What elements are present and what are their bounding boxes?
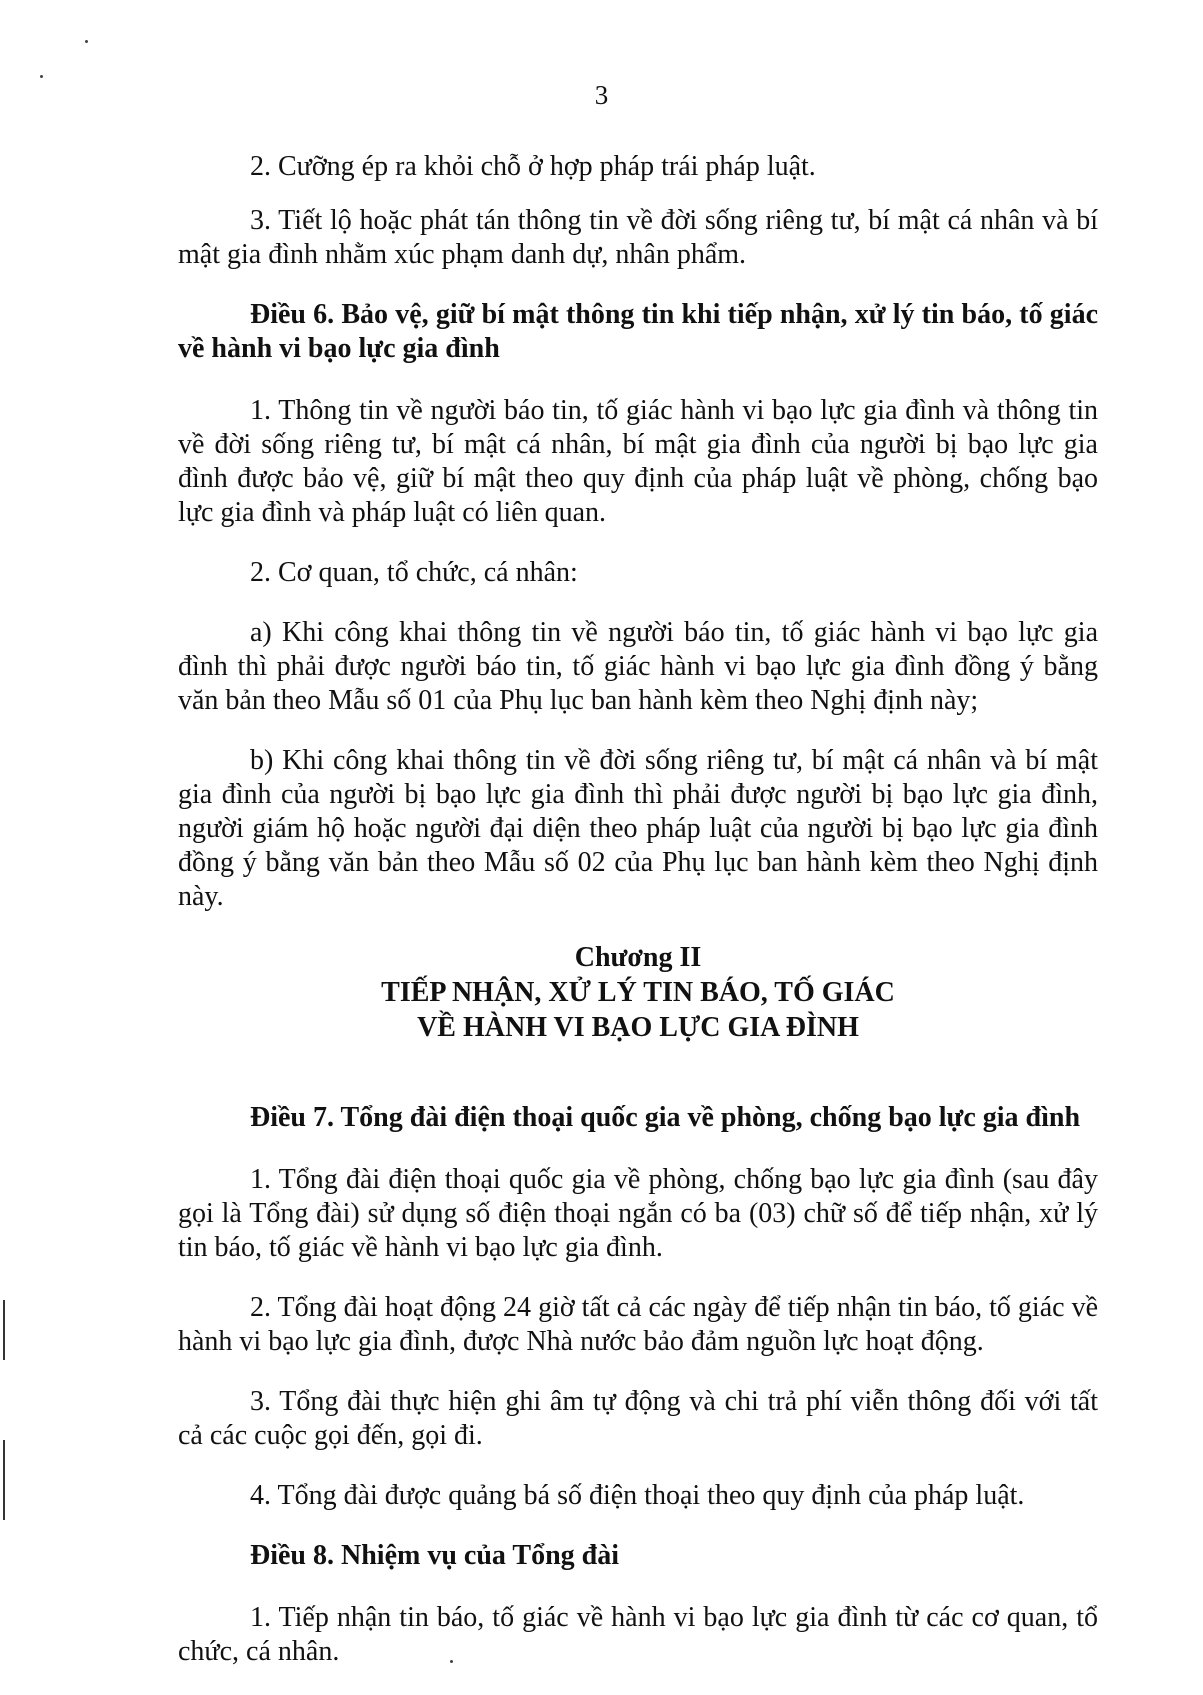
article-7-clause-4: 4. Tổng đài được quảng bá số điện thoại theo quy định của pháp luật.	[250, 1480, 1025, 1511]
chapter-title-line-2: VỀ HÀNH VI BẠO LỰC GIA ĐÌNH	[417, 1012, 859, 1043]
chapter-label: Chương II	[574, 942, 702, 973]
chapter-title-line-1: TIẾP NHẬN, XỬ LÝ TIN BÁO, TỐ GIÁC	[381, 977, 895, 1008]
article-7-heading: Điều 7. Tổng đài điện thoại quốc gia về phòng, chống bạo lực gia đình	[250, 1102, 1081, 1133]
scan-margin-line	[3, 1300, 5, 1360]
article-7-clause-3: 3. Tổng đài thực hiện ghi âm tự động và chi trả phí viễn thông đối với tất cả các cuộc gọi đến, gọi đi.	[178, 1386, 1098, 1451]
scan-speck	[85, 40, 88, 43]
page-number: 3	[594, 80, 609, 110]
scan-speck	[40, 75, 43, 78]
article-8-clause-1: 1. Tiếp nhận tin báo, tố giác về hành vi bạo lực gia đình từ các cơ quan, tổ chức, cá nhân.	[178, 1602, 1098, 1667]
article-8-heading: Điều 8. Nhiệm vụ của Tổng đài	[250, 1540, 619, 1571]
scan-speck	[450, 1660, 453, 1663]
article-6-point-a: a) Khi công khai thông tin về người báo tin, tố giác hành vi bạo lực gia đình thì phải được người báo tin, tố giác hành vi bạo lực gia đình đồng ý bằng văn bản theo Mẫu số 01 của Phụ lục ban hành kèm theo Nghị định này;	[178, 617, 1098, 716]
article-7-clause-1: 1. Tổng đài điện thoại quốc gia về phòng, chống bạo lực gia đình (sau đây gọi là Tổng đài) sử dụng số điện thoại ngắn có ba (03) chữ số để tiếp nhận, xử lý tin báo, tố giác về hành vi bạo lực gia đình.	[178, 1164, 1098, 1263]
article-6-clause-1: 1. Thông tin về người báo tin, tố giác hành vi bạo lực gia đình và thông tin về đời sống riêng tư, bí mật cá nhân, bí mật gia đình của người bị bạo lực gia đình được bảo vệ, giữ bí mật theo quy định của pháp luật về phòng, chống bạo lực gia đình và pháp luật có liên quan.	[178, 395, 1098, 528]
article-6-clause-2: 2. Cơ quan, tổ chức, cá nhân:	[250, 557, 578, 588]
scan-margin-line	[3, 1440, 5, 1520]
paragraph-item-2: 2. Cưỡng ép ra khỏi chỗ ở hợp pháp trái pháp luật.	[250, 151, 816, 182]
paragraph-item-3: 3. Tiết lộ hoặc phát tán thông tin về đời sống riêng tư, bí mật cá nhân và bí mật gia đình nhằm xúc phạm danh dự, nhân phẩm.	[178, 205, 1098, 270]
article-7-clause-2: 2. Tổng đài hoạt động 24 giờ tất cả các ngày để tiếp nhận tin báo, tố giác về hành vi bạo lực gia đình, được Nhà nước bảo đảm nguồn lực hoạt động.	[178, 1292, 1098, 1357]
article-6-point-b: b) Khi công khai thông tin về đời sống riêng tư, bí mật cá nhân và bí mật gia đình của người bị bạo lực gia đình thì phải được người bị bạo lực gia đình, người giám hộ hoặc người đại diện theo pháp luật của người bị bạo lực gia đình đồng ý bằng văn bản theo Mẫu số 02 của Phụ lục ban hành kèm theo Nghị định này.	[178, 745, 1098, 912]
document-body	[178, 150, 1098, 1695]
chapter-heading	[178, 940, 1098, 1045]
article-6-heading: Điều 6. Bảo vệ, giữ bí mật thông tin khi tiếp nhận, xử lý tin báo, tố giác về hành vi bạo lực gia đình	[178, 299, 1098, 364]
